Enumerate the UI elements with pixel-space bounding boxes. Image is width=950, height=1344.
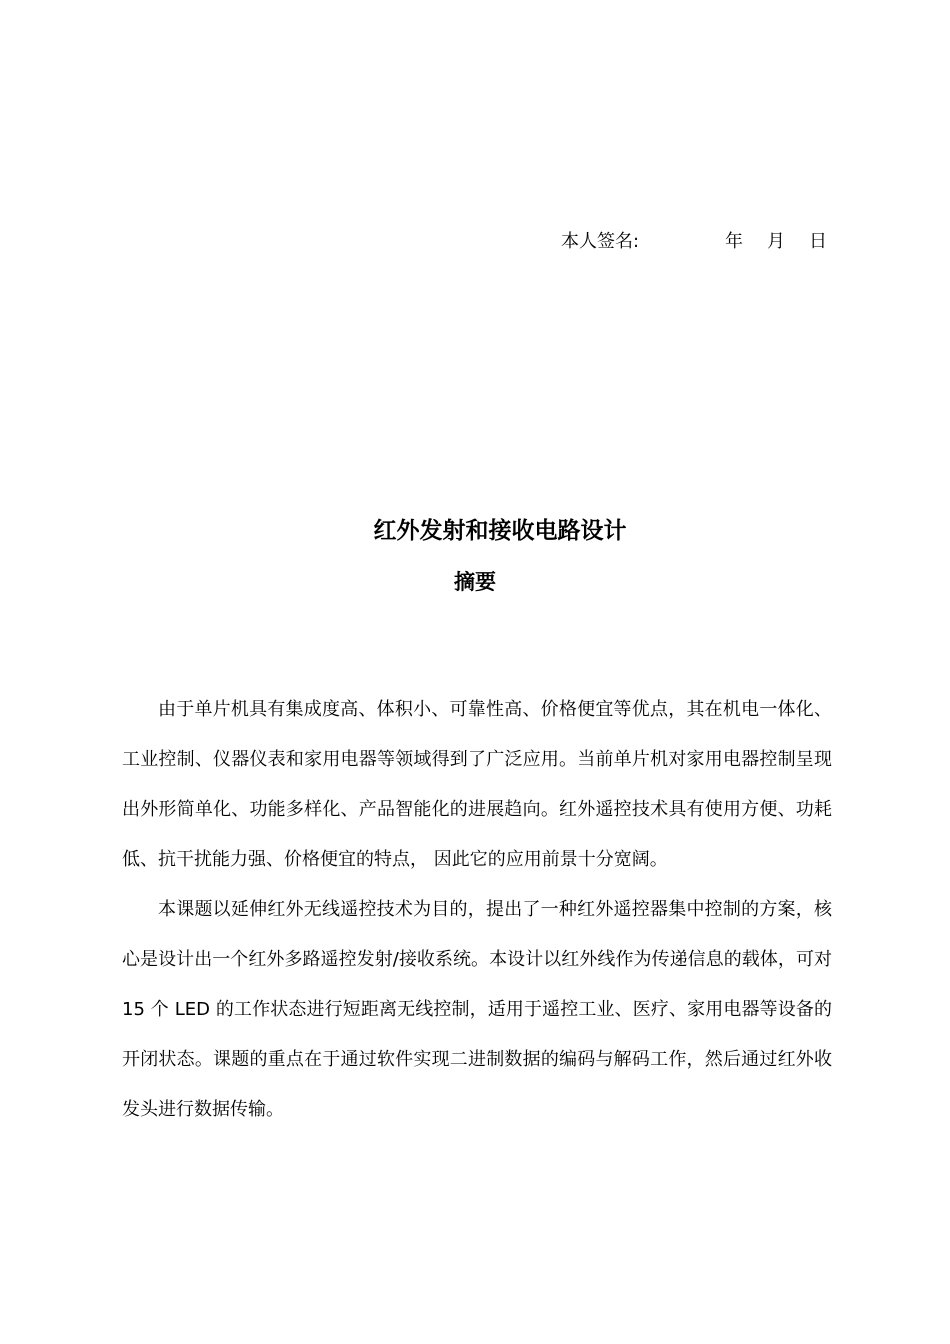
document-title: 红外发射和接收电路设计 xyxy=(373,518,627,544)
abstract-paragraph-2: 本课题以延伸红外无线遥控技术为目的，提出了一种红外遥控器集中控制的方案，核心是设计出一个红外多路遥控发射/接收系统。本设计以红外线作为传递信息的载体，可对 15 个 LED 的工作状态进行短距离无线控制，适用于遥控工业、医疗、家用电器等设备的开闭状态。课题的重点在于通过软件实现二进制数据的编码与解码工作，然后通过红外收发头进行数据传输。 xyxy=(122,899,832,1120)
abstract-body xyxy=(122,685,832,1135)
signature-month-label: 月 xyxy=(767,231,785,252)
signature-year-label: 年 xyxy=(725,231,743,252)
signature-day-label: 日 xyxy=(809,231,827,252)
abstract-heading: 摘要 xyxy=(454,570,496,594)
abstract-paragraph-1: 由于单片机具有集成度高、体积小、可靠性高、价格便宜等优点，其在机电一体化、工业控制、仪器仪表和家用电器等领域得到了广泛应用。当前单片机对家用电器控制呈现出外形简单化、功能多样化、产品智能化的进展趋向。红外遥控技术具有使用方便、功耗低、抗干扰能力强、价格便宜的特点， 因此它的应用前景十分宽阔。 xyxy=(122,699,832,870)
signature-line xyxy=(561,229,841,255)
signature-label: 本人签名: xyxy=(561,231,640,252)
